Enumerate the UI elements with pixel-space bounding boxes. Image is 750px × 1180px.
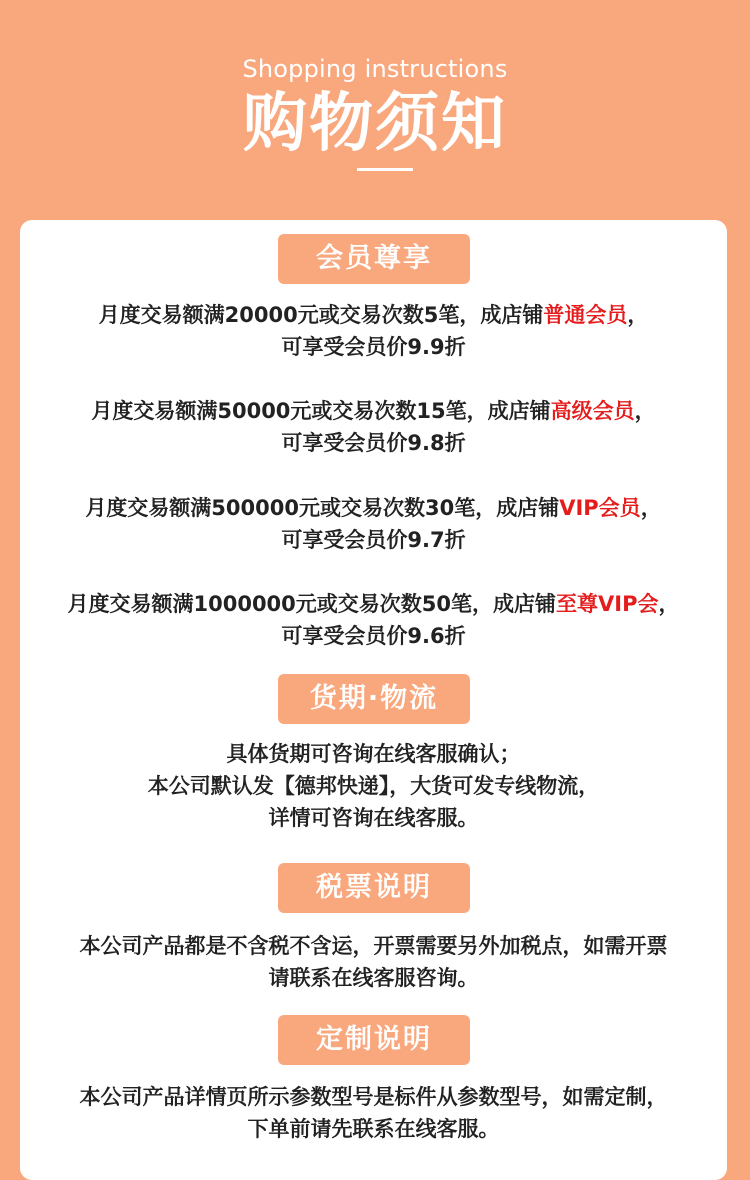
membership-tier-1-condition: 月度交易额满20000元或交易次数5笔，成店铺 [98, 303, 544, 327]
instructions-card [20, 220, 727, 1180]
delivery-line-3: 详情可咨询在线客服。 [268, 806, 479, 830]
delivery-text [20, 738, 727, 834]
invoice-text [20, 930, 727, 994]
membership-tier-4-condition: 月度交易额满1000000元或交易次数50笔，成店铺 [67, 592, 557, 616]
delivery-line-2: 本公司默认发【德邦快递】，大货可发专线物流， [147, 774, 600, 798]
custom-line-2: 下单前请先联系在线客服。 [247, 1117, 500, 1141]
membership-tier-3 [20, 492, 727, 556]
section-badge-custom: 定制说明 [278, 1015, 470, 1065]
membership-tier-3-condition: 月度交易额满500000元或交易次数30笔，成店铺 [85, 496, 560, 520]
membership-tier-4-discount: 可享受会员价9.6折 [281, 624, 466, 648]
custom-text [20, 1081, 727, 1145]
membership-tier-4-punct: ， [658, 592, 680, 616]
membership-tier-1-punct: ， [627, 303, 649, 327]
membership-tier-2-punct: ， [634, 399, 656, 423]
membership-tier-2-level: 高级会员 [550, 399, 635, 423]
delivery-line-1: 具体货期可咨询在线客服确认； [226, 742, 521, 766]
page-subtitle: Shopping instructions [242, 55, 508, 83]
membership-tier-4 [20, 588, 727, 652]
invoice-line-2: 请联系在线客服咨询。 [268, 966, 479, 990]
membership-tier-1-discount: 可享受会员价9.9折 [281, 335, 466, 359]
membership-tier-4-level: 至尊VIP会 [556, 592, 659, 616]
title-divider [357, 168, 413, 171]
page-title: 购物须知 [243, 87, 507, 161]
membership-tier-1 [20, 299, 727, 363]
membership-tier-2-condition: 月度交易额满50000元或交易次数15笔，成店铺 [91, 399, 551, 423]
section-badge-invoice: 税票说明 [278, 863, 470, 913]
membership-tier-3-punct: ， [640, 496, 662, 520]
membership-tier-3-discount: 可享受会员价9.7折 [281, 528, 466, 552]
membership-tier-3-line1 [20, 492, 727, 524]
membership-tier-1-line1 [20, 299, 727, 331]
section-badge-delivery: 货期·物流 [278, 674, 470, 724]
membership-tier-1-level: 普通会员 [543, 303, 628, 327]
membership-tier-3-level: VIP会员 [559, 496, 641, 520]
section-badge-membership: 会员尊享 [278, 234, 470, 284]
membership-tier-2-discount: 可享受会员价9.8折 [281, 431, 466, 455]
page-header [0, 0, 750, 220]
invoice-line-1: 本公司产品都是不含税不含运，开票需要另外加税点，如需开票 [79, 934, 668, 958]
membership-tier-2-line1 [20, 395, 727, 427]
membership-tier-2 [20, 395, 727, 459]
custom-line-1: 本公司产品详情页所示参数型号是标件从参数型号，如需定制， [79, 1085, 668, 1109]
membership-tier-4-line1 [20, 588, 727, 620]
